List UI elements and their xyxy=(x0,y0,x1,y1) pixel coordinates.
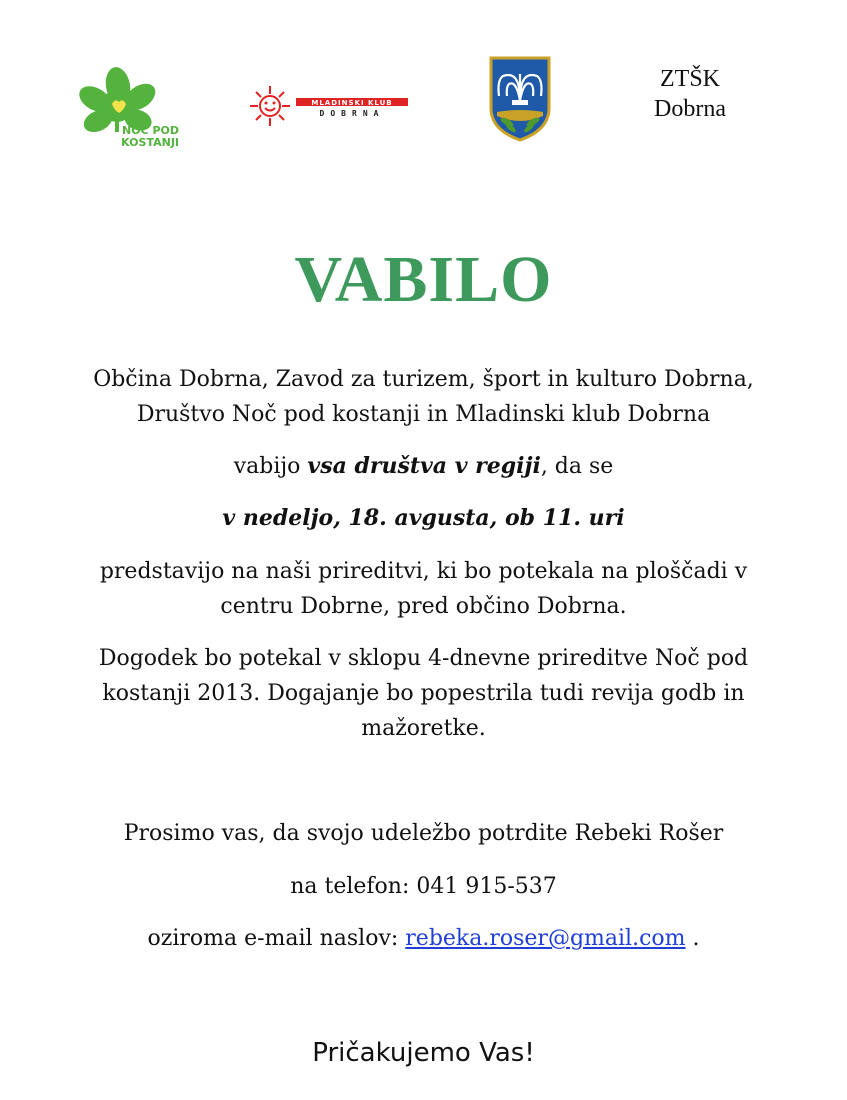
invite-paragraph xyxy=(40,449,807,484)
chestnut-leaf-icon xyxy=(78,66,180,148)
intro-line-1: Občina Dobrna, Zavod za turizem, šport in kulturo Dobrna, xyxy=(93,367,754,392)
mk-logo-text-1: MLADINSKI KLUB xyxy=(311,99,393,107)
dobrna-coat-of-arms-icon xyxy=(489,56,551,142)
closing-line: Pričakujemo Vas! xyxy=(312,1038,535,1068)
event-line-3: mažoretke. xyxy=(361,716,486,741)
event-line-2: kostanji 2013. Dogajanje bo popestrila tudi revija godb in xyxy=(102,681,745,706)
event-paragraph xyxy=(40,641,807,746)
event-date: v nedeljo, 18. avgusta, ob 11. uri xyxy=(222,505,625,531)
noc-logo-text-1: NOČ POD xyxy=(121,124,179,137)
ztsk-logo-line-1: ZTŠK xyxy=(660,66,720,92)
noc-logo-text-2: KOSTANJI xyxy=(121,136,179,148)
invite-prefix: vabijo xyxy=(233,454,308,479)
ztsk-logo-line-2: Dobrna xyxy=(654,96,726,122)
place-line-2: centru Dobrne, pred občino Dobrna. xyxy=(220,594,627,619)
logo-header xyxy=(0,0,847,160)
event-line-1: Dogodek bo potekal v sklopu 4-dnevne prireditve Noč pod xyxy=(98,646,749,671)
email-suffix: . xyxy=(685,926,700,951)
intro-line-2: Društvo Noč pod kostanji in Mladinski klub Dobrna xyxy=(136,402,711,427)
email-prefix: oziroma e-mail naslov: xyxy=(147,926,406,951)
noc-pod-kostanji-logo xyxy=(78,66,180,148)
place-line-1: predstavijo na naši prireditvi, ki bo potekala na ploščadi v xyxy=(99,559,748,584)
phone-paragraph: na telefon: 041 915-537 xyxy=(290,874,557,899)
document-title: VABILO xyxy=(294,243,553,316)
mladinski-klub-logo xyxy=(248,84,410,128)
ztsk-logo xyxy=(640,64,740,124)
invite-suffix: , da se xyxy=(540,454,614,479)
rsvp-paragraph: Prosimo vas, da svojo udeležbo potrdite Rebeki Rošer xyxy=(123,821,724,846)
sun-icon xyxy=(248,84,410,128)
email-link[interactable]: rebeka.roser@gmail.com xyxy=(405,926,686,951)
mk-logo-text-2: DOBRNA xyxy=(319,109,385,118)
intro-paragraph xyxy=(40,362,807,432)
invite-emphasis: vsa društva v regiji xyxy=(307,453,541,479)
place-paragraph xyxy=(40,554,807,624)
email-paragraph xyxy=(40,921,807,956)
dobrna-coat-of-arms xyxy=(489,56,551,142)
